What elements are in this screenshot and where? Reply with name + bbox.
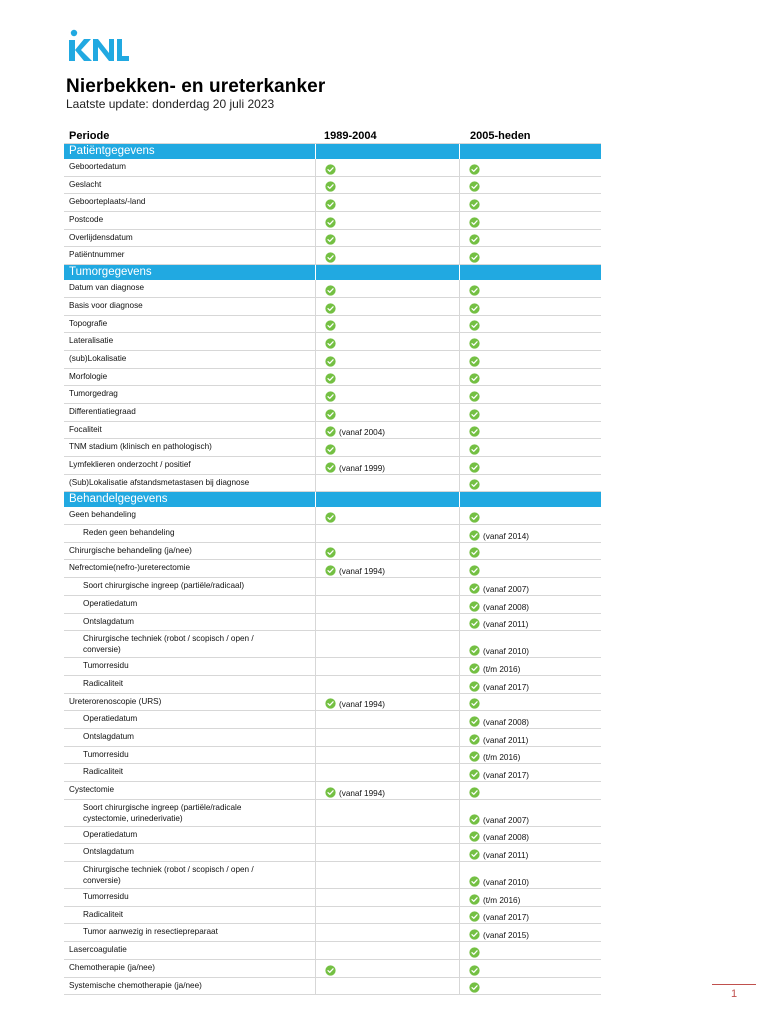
check-icon: [469, 876, 480, 887]
check-icon: [469, 911, 480, 922]
cell-2005-heden: [459, 694, 602, 711]
cell-1989-2004: [315, 631, 460, 657]
table-row: [64, 525, 601, 543]
cell-2005-heden: [459, 177, 602, 194]
cell-2005-heden: [459, 942, 602, 959]
table-row: [64, 978, 601, 996]
check-icon: [325, 181, 336, 192]
availability-note: (vanaf 2017): [483, 771, 529, 780]
cell-2005-heden: [459, 960, 602, 977]
cell-1989-2004: [315, 889, 460, 906]
availability-note: (vanaf 1994): [339, 788, 385, 798]
row-label: Topografie: [69, 318, 108, 328]
cell-2005-heden: [459, 614, 602, 631]
table-row: [64, 230, 601, 248]
row-label: Ontslagdatum: [83, 616, 134, 626]
check-icon: [469, 426, 480, 437]
row-label: Basis voor diagnose: [69, 300, 143, 310]
availability-note: (vanaf 2008): [483, 833, 529, 843]
cell-2005-heden: [459, 747, 602, 764]
table-row: [64, 159, 601, 177]
table-row: [64, 907, 601, 925]
cell-2005-heden: [459, 280, 602, 297]
cell-1989-2004: [315, 212, 460, 229]
cell-1989-2004: [315, 800, 460, 826]
table-row: [64, 711, 601, 729]
row-label: Cystectomie: [69, 785, 115, 794]
cell-1989-2004: [315, 978, 460, 995]
cell-2005-heden: [459, 316, 602, 333]
check-icon: [325, 199, 336, 210]
availability-note: (vanaf 2015): [483, 931, 529, 941]
table-row: [64, 422, 601, 440]
table-row: [64, 194, 601, 212]
row-label: Chirurgische techniek (robot / scopisch / open / conversie): [83, 634, 254, 655]
check-icon: [469, 444, 480, 455]
check-icon: [469, 512, 480, 523]
availability-note: (t/m 2016): [483, 753, 521, 763]
check-icon: [469, 356, 480, 367]
check-icon: [469, 618, 480, 629]
cell-1989-2004: [315, 177, 460, 194]
table-row: [64, 694, 601, 712]
table-row: [64, 924, 601, 942]
cell-1989-2004: [315, 404, 460, 421]
check-icon: [325, 547, 336, 558]
check-icon: [469, 965, 480, 976]
availability-note: (t/m 2016): [483, 664, 521, 674]
row-label: Ontslagdatum: [83, 847, 134, 857]
cell-2005-heden: [459, 924, 602, 941]
cell-1989-2004: [315, 907, 460, 924]
cell-2005-heden: [459, 844, 602, 861]
table-row: [64, 631, 601, 658]
check-icon: [469, 303, 480, 314]
cell-1989-2004: [315, 694, 460, 711]
header-periode: Periode: [69, 130, 110, 142]
availability-note: (vanaf 1994): [339, 567, 385, 577]
cell-1989-2004: [315, 578, 460, 595]
check-icon: [469, 831, 480, 842]
check-icon: [469, 164, 480, 175]
check-icon: [325, 787, 336, 798]
availability-note: (vanaf 2010): [483, 647, 529, 657]
cell-2005-heden: [459, 764, 602, 781]
cell-2005-heden: [459, 333, 602, 350]
check-icon: [469, 462, 480, 473]
cell-1989-2004: [315, 475, 460, 492]
cell-2005-heden: [459, 351, 602, 368]
cell-1989-2004: [315, 960, 460, 977]
row-label: Patiëntnummer: [69, 250, 125, 260]
cell-1989-2004: [315, 560, 460, 577]
header-col-2005-heden: 2005-heden: [470, 130, 531, 142]
table-row: [64, 298, 601, 316]
cell-1989-2004: [315, 844, 460, 861]
cell-2005-heden: [459, 230, 602, 247]
table-row: [64, 351, 601, 369]
table-row: [64, 212, 601, 230]
header-col-1989-2004: 1989-2004: [324, 130, 377, 142]
page-number: 1: [731, 988, 738, 1000]
check-icon: [469, 751, 480, 762]
row-label: Tumorgedrag: [69, 389, 118, 399]
table-row: [64, 475, 601, 493]
table-row: [64, 280, 601, 298]
check-icon: [325, 285, 336, 296]
cell-1989-2004: [315, 658, 460, 675]
check-icon: [469, 285, 480, 296]
table-row: [64, 177, 601, 195]
cell-1989-2004: [315, 729, 460, 746]
cell-2005-heden: [459, 386, 602, 403]
check-icon: [469, 849, 480, 860]
check-icon: [325, 409, 336, 420]
availability-note: (vanaf 1994): [339, 700, 385, 710]
table-row: [64, 560, 601, 578]
cell-2005-heden: [459, 711, 602, 728]
check-icon: [325, 462, 336, 473]
row-label: Geslacht: [69, 179, 102, 189]
table-row: [64, 676, 601, 694]
cell-1989-2004: [315, 827, 460, 844]
availability-note: (vanaf 2017): [483, 913, 529, 923]
cell-1989-2004: [315, 596, 460, 613]
row-label: Radicaliteit: [83, 678, 124, 688]
check-icon: [469, 769, 480, 780]
row-label: Chirurgische behandeling (ja/nee): [69, 545, 192, 555]
row-label: Geen behandeling: [69, 510, 136, 520]
cell-2005-heden: [459, 800, 602, 826]
check-icon: [469, 547, 480, 558]
table-row: [64, 747, 601, 765]
check-icon: [469, 234, 480, 245]
row-label: Radicaliteit: [83, 767, 124, 777]
row-label: Reden geen behandeling: [83, 528, 175, 538]
cell-2005-heden: [459, 247, 602, 264]
cell-2005-heden: [459, 631, 602, 657]
check-icon: [469, 373, 480, 384]
cell-1989-2004: [315, 159, 460, 176]
table-row: [64, 764, 601, 782]
row-label: Radicaliteit: [83, 909, 124, 919]
section-header: [64, 265, 601, 280]
availability-note: (t/m 2016): [483, 895, 521, 905]
cell-1989-2004: [315, 351, 460, 368]
cell-1989-2004: [315, 862, 460, 888]
availability-note: (vanaf 2014): [483, 531, 529, 541]
cell-1989-2004: [315, 298, 460, 315]
check-icon: [469, 929, 480, 940]
cell-2005-heden: [459, 404, 602, 421]
cell-1989-2004: [315, 676, 460, 693]
row-label: Operatiedatum: [83, 829, 138, 839]
availability-note: (vanaf 2011): [483, 735, 529, 745]
table-row: [64, 942, 601, 960]
check-icon: [469, 894, 480, 905]
section-header: [64, 492, 601, 507]
cell-1989-2004: [315, 422, 460, 439]
section-title: Tumorgegevens: [69, 266, 152, 279]
row-label: Morfologie: [69, 371, 108, 381]
table-row: [64, 960, 601, 978]
check-icon: [325, 338, 336, 349]
cell-2005-heden: [459, 978, 602, 995]
check-icon: [469, 787, 480, 798]
table-row: [64, 543, 601, 561]
table-row: [64, 614, 601, 632]
cell-1989-2004: [315, 457, 460, 474]
table-row: [64, 862, 601, 889]
availability-note: (vanaf 2008): [483, 602, 529, 612]
cell-1989-2004: [315, 747, 460, 764]
cell-1989-2004: [315, 369, 460, 386]
availability-note: (vanaf 2017): [483, 682, 529, 692]
cell-1989-2004: [315, 924, 460, 941]
cell-2005-heden: [459, 862, 602, 888]
cell-1989-2004: [315, 439, 460, 456]
section-title: Behandelgegevens: [69, 493, 168, 506]
check-icon: [325, 234, 336, 245]
cell-2005-heden: [459, 457, 602, 474]
row-label: Tumorresidu: [83, 892, 129, 902]
check-icon: [325, 698, 336, 709]
row-label: Tumorresidu: [83, 661, 129, 671]
table-row: [64, 507, 601, 525]
availability-note: (vanaf 2004): [339, 428, 385, 438]
row-label: Systemische chemotherapie (ja/nee): [69, 980, 202, 990]
check-icon: [325, 217, 336, 228]
check-icon: [469, 217, 480, 228]
table-row: [64, 782, 601, 800]
check-icon: [325, 444, 336, 455]
check-icon: [469, 530, 480, 541]
row-label: Lasercoagulatie: [69, 945, 127, 955]
table-header: [64, 126, 601, 144]
cell-1989-2004: [315, 247, 460, 264]
check-icon: [325, 565, 336, 576]
last-update: Laatste update: donderdag 20 juli 2023: [66, 97, 275, 111]
row-label: Ontslagdatum: [83, 731, 134, 741]
cell-2005-heden: [459, 525, 602, 542]
table-row: [64, 457, 601, 475]
check-icon: [469, 681, 480, 692]
check-icon: [469, 645, 480, 656]
row-label: TNM stadium (klinisch en pathologisch): [69, 442, 212, 452]
cell-2005-heden: [459, 658, 602, 675]
cell-2005-heden: [459, 212, 602, 229]
cell-1989-2004: [315, 280, 460, 297]
check-icon: [469, 199, 480, 210]
availability-note: (vanaf 1999): [339, 463, 385, 473]
table-row: [64, 844, 601, 862]
availability-note: (vanaf 2011): [483, 620, 529, 630]
cell-2005-heden: [459, 439, 602, 456]
table-row: [64, 827, 601, 845]
availability-note: (vanaf 2007): [483, 584, 529, 594]
row-label: Soort chirurgische ingreep (partiële/radicale cystectomie, urinederivatie): [83, 802, 242, 823]
table-row: [64, 369, 601, 387]
cell-1989-2004: [315, 230, 460, 247]
cell-1989-2004: [315, 543, 460, 560]
check-icon: [325, 303, 336, 314]
cell-2005-heden: [459, 369, 602, 386]
check-icon: [469, 814, 480, 825]
check-icon: [469, 716, 480, 727]
table-row: [64, 578, 601, 596]
check-icon: [325, 356, 336, 367]
cell-2005-heden: [459, 676, 602, 693]
cell-1989-2004: [315, 525, 460, 542]
check-icon: [469, 734, 480, 745]
check-icon: [469, 320, 480, 331]
table-row: [64, 386, 601, 404]
cell-2005-heden: [459, 578, 602, 595]
cell-2005-heden: [459, 729, 602, 746]
cell-2005-heden: [459, 298, 602, 315]
row-label: Operatiedatum: [83, 598, 138, 608]
row-label: Lateralisatie: [69, 336, 114, 346]
check-icon: [325, 164, 336, 175]
cell-2005-heden: [459, 907, 602, 924]
availability-note: (vanaf 2010): [483, 878, 529, 888]
row-label: Operatiedatum: [83, 714, 138, 724]
check-icon: [469, 181, 480, 192]
cell-1989-2004: [315, 942, 460, 959]
cell-1989-2004: [315, 764, 460, 781]
availability-note: (vanaf 2007): [483, 815, 529, 825]
row-label: (sub)Lokalisatie: [69, 353, 127, 363]
cell-1989-2004: [315, 507, 460, 524]
check-icon: [469, 565, 480, 576]
cell-2005-heden: [459, 422, 602, 439]
check-icon: [325, 252, 336, 263]
row-label: Chemotherapie (ja/nee): [69, 962, 156, 972]
check-icon: [469, 409, 480, 420]
row-label: Differentiatiegraad: [69, 406, 136, 416]
table-row: [64, 316, 601, 334]
cell-2005-heden: [459, 889, 602, 906]
check-icon: [469, 391, 480, 402]
row-label: Lymfeklieren onderzocht / positief: [69, 460, 191, 469]
cell-2005-heden: [459, 475, 602, 492]
table-row: [64, 333, 601, 351]
cell-2005-heden: [459, 543, 602, 560]
table-row: [64, 439, 601, 457]
table-row: [64, 596, 601, 614]
row-label: Chirurgische techniek (robot / scopisch / open / conversie): [83, 865, 254, 886]
availability-note: (vanaf 2011): [483, 851, 529, 861]
availability-note: (vanaf 2008): [483, 717, 529, 727]
row-label: Geboorteplaats/-land: [69, 197, 146, 207]
table-row: [64, 247, 601, 265]
row-label: Datum van diagnose: [69, 283, 145, 293]
row-label: Soort chirurgische ingreep (partiële/radicaal): [83, 581, 245, 591]
cell-1989-2004: [315, 333, 460, 350]
cell-2005-heden: [459, 194, 602, 211]
section-title: Patiëntgegevens: [69, 145, 155, 157]
check-icon: [469, 947, 480, 958]
check-icon: [325, 426, 336, 437]
check-icon: [325, 320, 336, 331]
check-icon: [469, 601, 480, 612]
page-title: Nierbekken- en ureterkanker: [66, 76, 326, 97]
check-icon: [469, 583, 480, 594]
row-label: Focaliteit: [69, 424, 102, 434]
data-availability-table: [64, 126, 601, 995]
row-label: Geboortedatum: [69, 162, 126, 171]
cell-1989-2004: [315, 711, 460, 728]
check-icon: [325, 965, 336, 976]
row-label: Postcode: [69, 215, 104, 225]
cell-1989-2004: [315, 614, 460, 631]
row-label: (Sub)Lokalisatie afstandsmetastasen bij diagnose: [69, 477, 250, 487]
table-row: [64, 729, 601, 747]
row-label: Nefrectomie(nefro-)ureterectomie: [69, 563, 191, 573]
table-row: [64, 404, 601, 422]
row-label: Tumorresidu: [83, 749, 129, 759]
cell-1989-2004: [315, 316, 460, 333]
cell-2005-heden: [459, 782, 602, 799]
row-label: Ureterorenoscopie (URS): [69, 696, 162, 706]
row-label: Tumor aanwezig in resectiepreparaat: [83, 927, 218, 937]
cell-2005-heden: [459, 827, 602, 844]
page-number-rule: [712, 984, 756, 985]
check-icon: [325, 391, 336, 402]
check-icon: [469, 338, 480, 349]
cell-2005-heden: [459, 507, 602, 524]
section-header: [64, 144, 601, 159]
check-icon: [325, 512, 336, 523]
check-icon: [469, 252, 480, 263]
check-icon: [469, 663, 480, 674]
cell-2005-heden: [459, 159, 602, 176]
check-icon: [469, 698, 480, 709]
table-row: [64, 889, 601, 907]
check-icon: [469, 982, 480, 993]
cell-2005-heden: [459, 560, 602, 577]
cell-1989-2004: [315, 386, 460, 403]
table-row: [64, 658, 601, 676]
cell-1989-2004: [315, 194, 460, 211]
check-icon: [325, 373, 336, 384]
table-row: [64, 800, 601, 827]
cell-1989-2004: [315, 782, 460, 799]
check-icon: [469, 479, 480, 490]
row-label: Overlijdensdatum: [69, 232, 133, 242]
knl-logo: [65, 28, 129, 62]
cell-2005-heden: [459, 596, 602, 613]
